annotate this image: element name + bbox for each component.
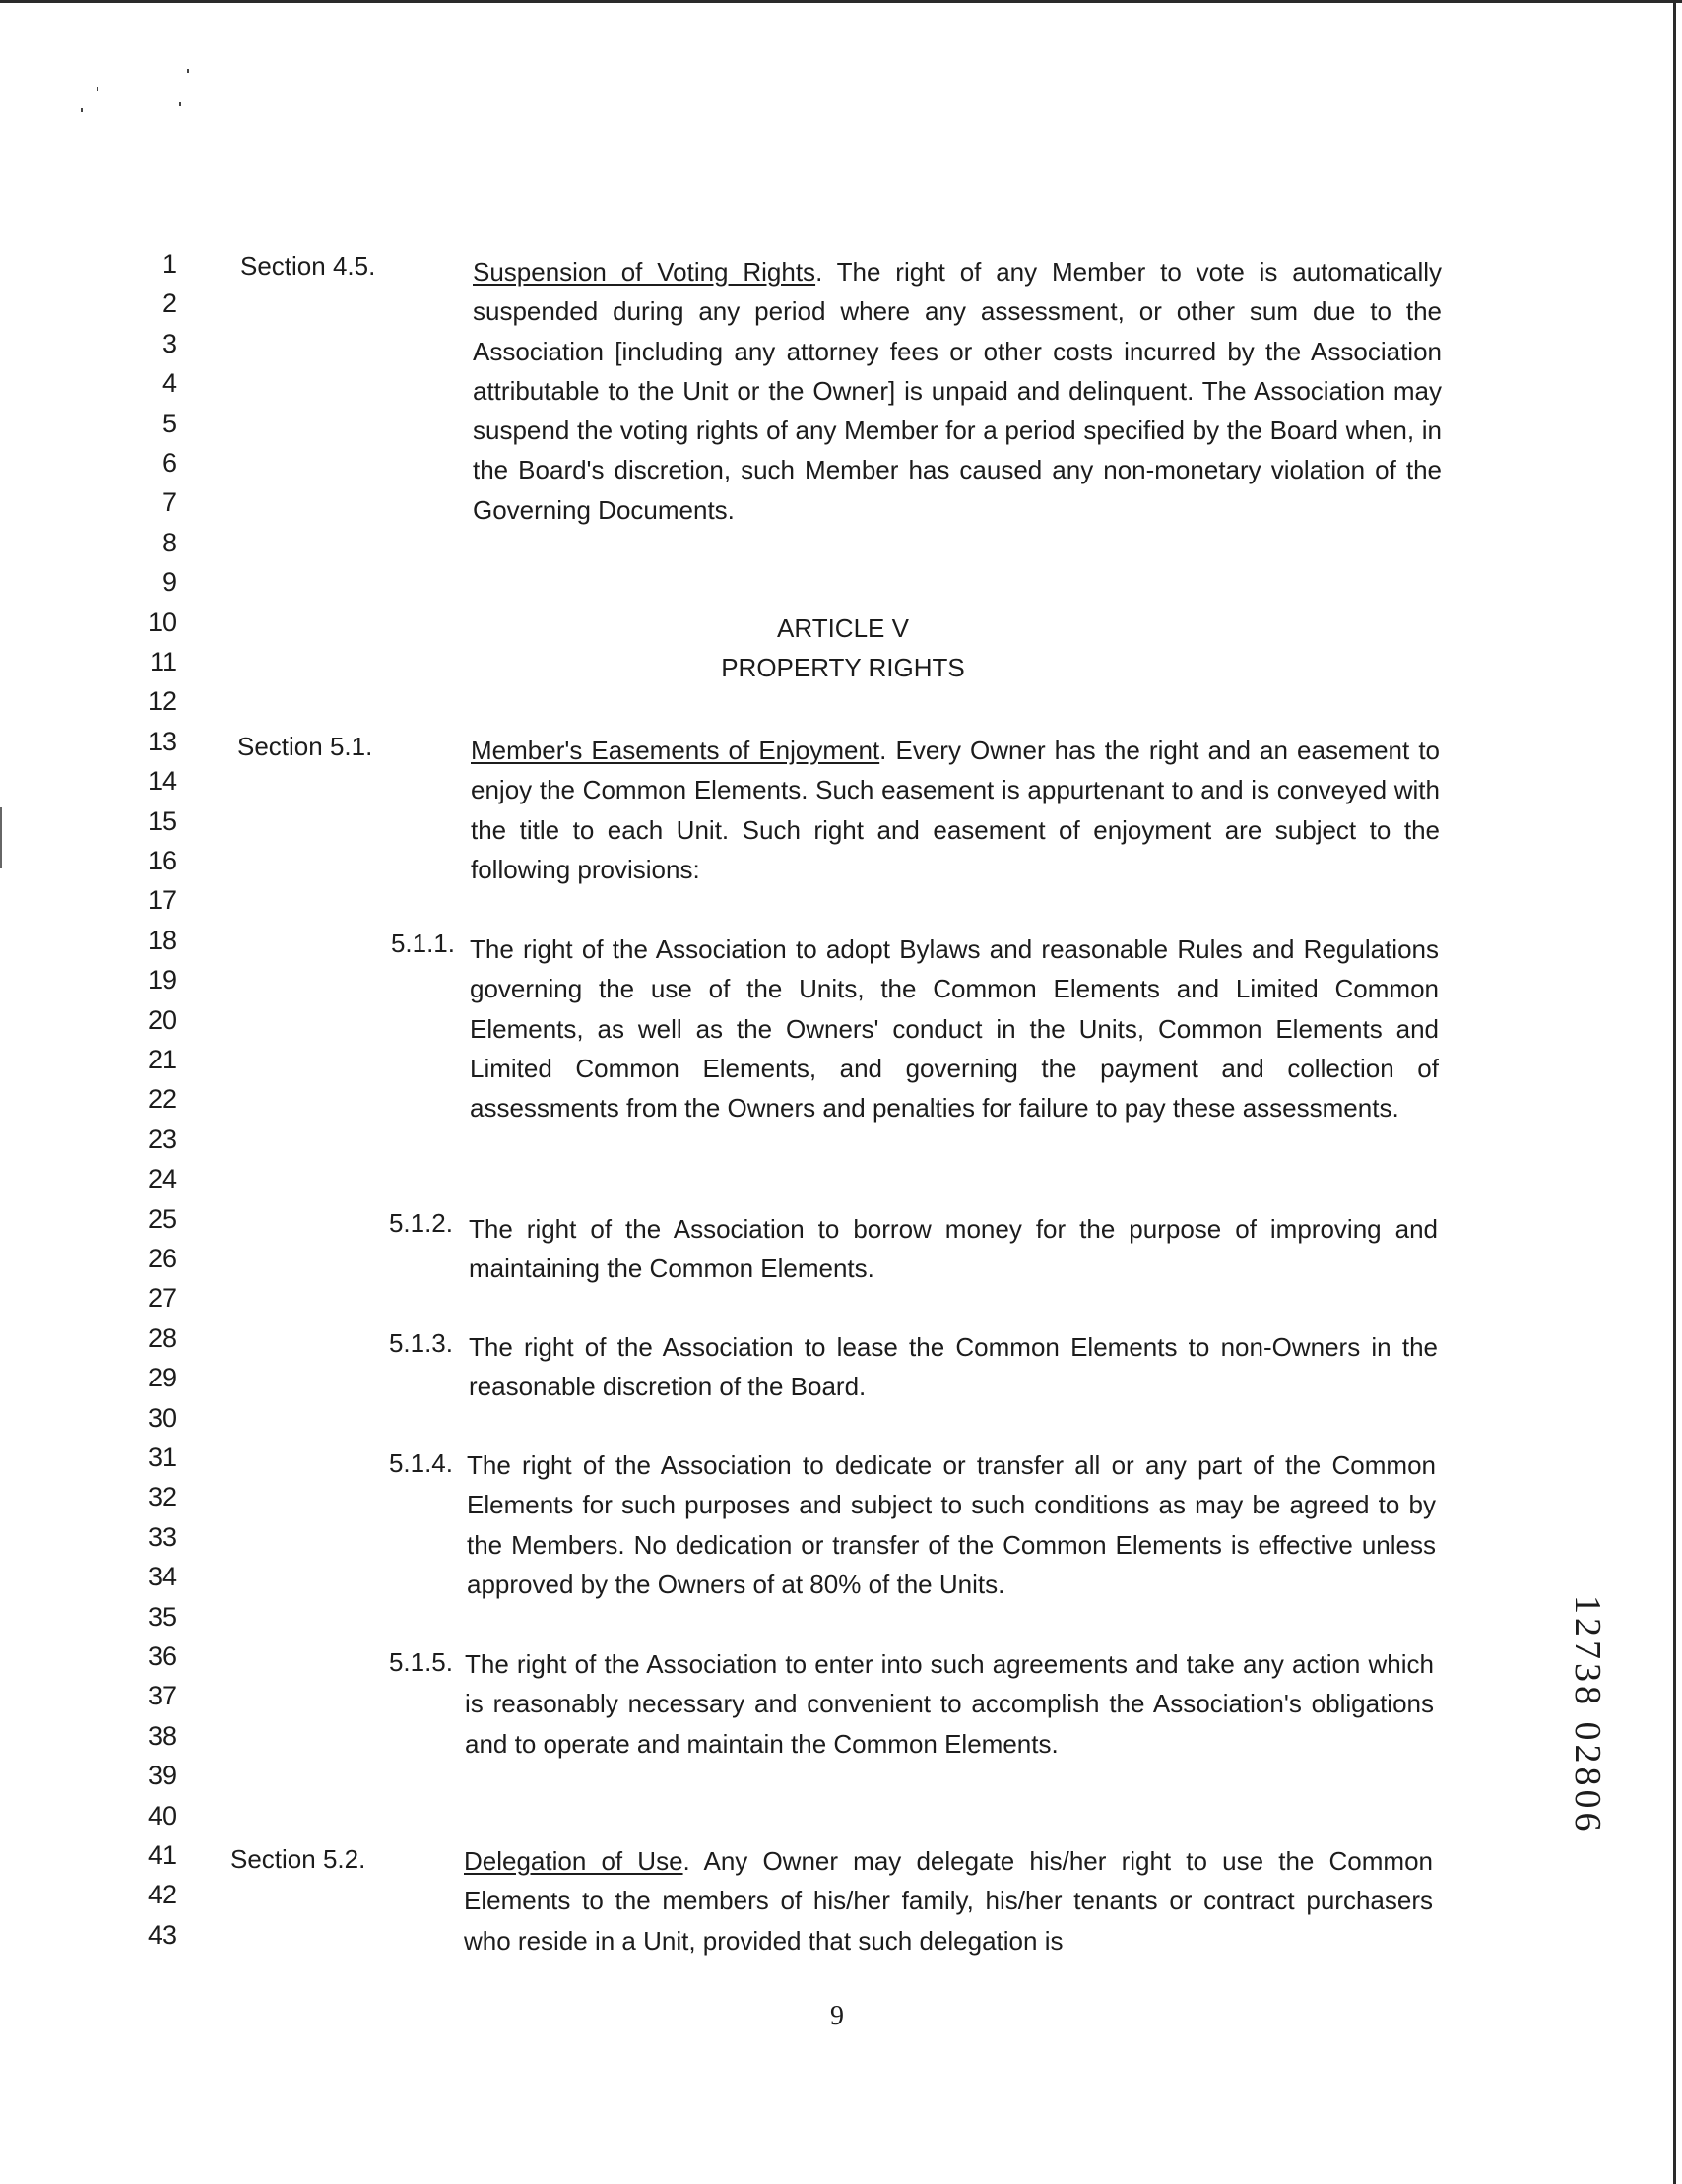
line-number: 19 — [147, 965, 177, 996]
line-number: 5 — [162, 408, 177, 438]
subsection-number: 5.1.2. — [388, 1208, 453, 1238]
line-number: 31 — [147, 1443, 177, 1472]
article-number: ARTICLE V — [777, 613, 909, 643]
line-number: 37 — [147, 1681, 177, 1711]
line-number: 14 — [147, 766, 177, 797]
line-number: 24 — [147, 1164, 177, 1194]
line-number: 16 — [147, 846, 177, 875]
line-number: 34 — [147, 1562, 177, 1592]
line-number: 13 — [147, 726, 177, 756]
line-number: 3 — [162, 328, 177, 358]
line-number: 29 — [147, 1363, 177, 1393]
subsection-number: 5.1.4. — [388, 1448, 453, 1478]
line-number: 41 — [147, 1840, 177, 1870]
line-number: 43 — [147, 1919, 177, 1950]
line-number: 17 — [147, 885, 177, 916]
scan-mark-left — [0, 807, 2, 868]
subsection-number: 5.1.5. — [388, 1647, 453, 1677]
line-number: 36 — [147, 1641, 177, 1671]
line-number: 32 — [147, 1482, 177, 1512]
page-number: 9 — [830, 2001, 844, 2031]
line-number: 15 — [147, 805, 177, 836]
line-number: 10 — [147, 607, 177, 637]
line-number: 28 — [147, 1322, 177, 1353]
line-number: 18 — [147, 925, 177, 955]
line-number: 38 — [147, 1720, 177, 1751]
subsection-number: 5.1.1. — [390, 929, 455, 958]
subsection-text: The right of the Association to adopt Bylaws and reasonable Rules and Regulations governing the use of the Units, the Common Elements and Limited Common Elements, as well as the Owners' conduct in the Units, Common Elements and Limited Common Elements, and governing the payment and collection of assessments from the Owners and penalties for failure to pay these assessments. — [470, 934, 1439, 1124]
section-5-2-body: . Any Owner may delegate his/her right to use the Common Elements to the members of his/her family, his/her tenants or contract purchasers who reside in a Unit, provided that such delegation is — [464, 1846, 1433, 1956]
section-4-5-title: Suspension of Voting Rights — [473, 257, 816, 287]
section-5-2-paragraph — [464, 1841, 1433, 1960]
line-number: 21 — [147, 1045, 177, 1074]
line-number: 42 — [147, 1880, 177, 1910]
section-4-5-paragraph — [473, 252, 1442, 530]
scan-border-right — [1673, 0, 1676, 2184]
line-number: 22 — [147, 1084, 177, 1115]
line-number: 30 — [147, 1402, 177, 1433]
section-4-5-body: . The right of any Member to vote is automatically suspended during any period where any assessment, or other sum due to the Association [including any attorney fees or other costs incurred by the Association attributable to the Unit or the Owner] is unpaid and delinquent. The Association may suspend the voting rights of any Member for a period specified by the Board when, in the Board's discretion, such Member has caused any non-monetary violation of the Governing Documents. — [473, 257, 1443, 525]
section-5-2-label: Section 5.2. — [230, 1844, 366, 1874]
line-number: 2 — [162, 289, 177, 319]
subsection-number: 5.1.3. — [388, 1328, 453, 1358]
line-number: 7 — [162, 487, 177, 518]
subsection-text: The right of the Association to enter into such agreements and take any action which is reasonably necessary and convenient to accomplish the Association's obligations and to operate and maintain the Common Elements. — [465, 1649, 1434, 1759]
article-title: PROPERTY RIGHTS — [721, 653, 965, 682]
section-4-5-label: Section 4.5. — [240, 251, 376, 281]
line-number: 8 — [162, 527, 177, 557]
line-number: 40 — [147, 1800, 177, 1831]
scan-specks — [79, 59, 207, 118]
section-5-1-label: Section 5.1. — [237, 732, 373, 761]
line-number: 4 — [162, 368, 177, 399]
line-number: 20 — [147, 1004, 177, 1035]
line-number: 6 — [162, 448, 177, 478]
section-5-2-title: Delegation of Use — [464, 1846, 683, 1876]
section-5-1-paragraph — [471, 731, 1440, 889]
subsection-text: The right of the Association to lease the Common Elements to non-Owners in the reasonable discretion of the Board. — [469, 1332, 1438, 1402]
section-5-1-title: Member's Easements of Enjoyment — [471, 736, 880, 765]
line-number: 39 — [147, 1761, 177, 1791]
line-number: 23 — [147, 1124, 177, 1154]
line-number: 1 — [162, 249, 177, 279]
line-number: 12 — [147, 686, 177, 717]
line-number: 26 — [147, 1244, 177, 1273]
scan-border-top — [0, 0, 1682, 3]
line-number: 35 — [147, 1601, 177, 1632]
line-number: 25 — [147, 1203, 177, 1234]
line-number: 11 — [149, 647, 177, 676]
line-number: 27 — [147, 1283, 177, 1314]
subsection-text: The right of the Association to borrow money for the purpose of improving and maintaining the Common Elements. — [469, 1214, 1438, 1284]
line-number: 33 — [147, 1521, 177, 1552]
line-number: 9 — [162, 567, 177, 598]
section-5-1-body: . Every Owner has the right and an easement to enjoy the Common Elements. Such easement is appurtenant to and is conveyed with the title to each Unit. Such right and easement of enjoyment are subject to the following provisions: — [471, 736, 1440, 884]
subsection-text: The right of the Association to dedicate or transfer all or any part of the Common Elements for such purposes and subject to such conditions as may be agreed to by the Members. No dedication or transfer of the Common Elements is effective unless approved by the Owners of at 80% of the Units. — [467, 1450, 1436, 1599]
recording-stamp: 12738 02806 — [1567, 1595, 1608, 1835]
